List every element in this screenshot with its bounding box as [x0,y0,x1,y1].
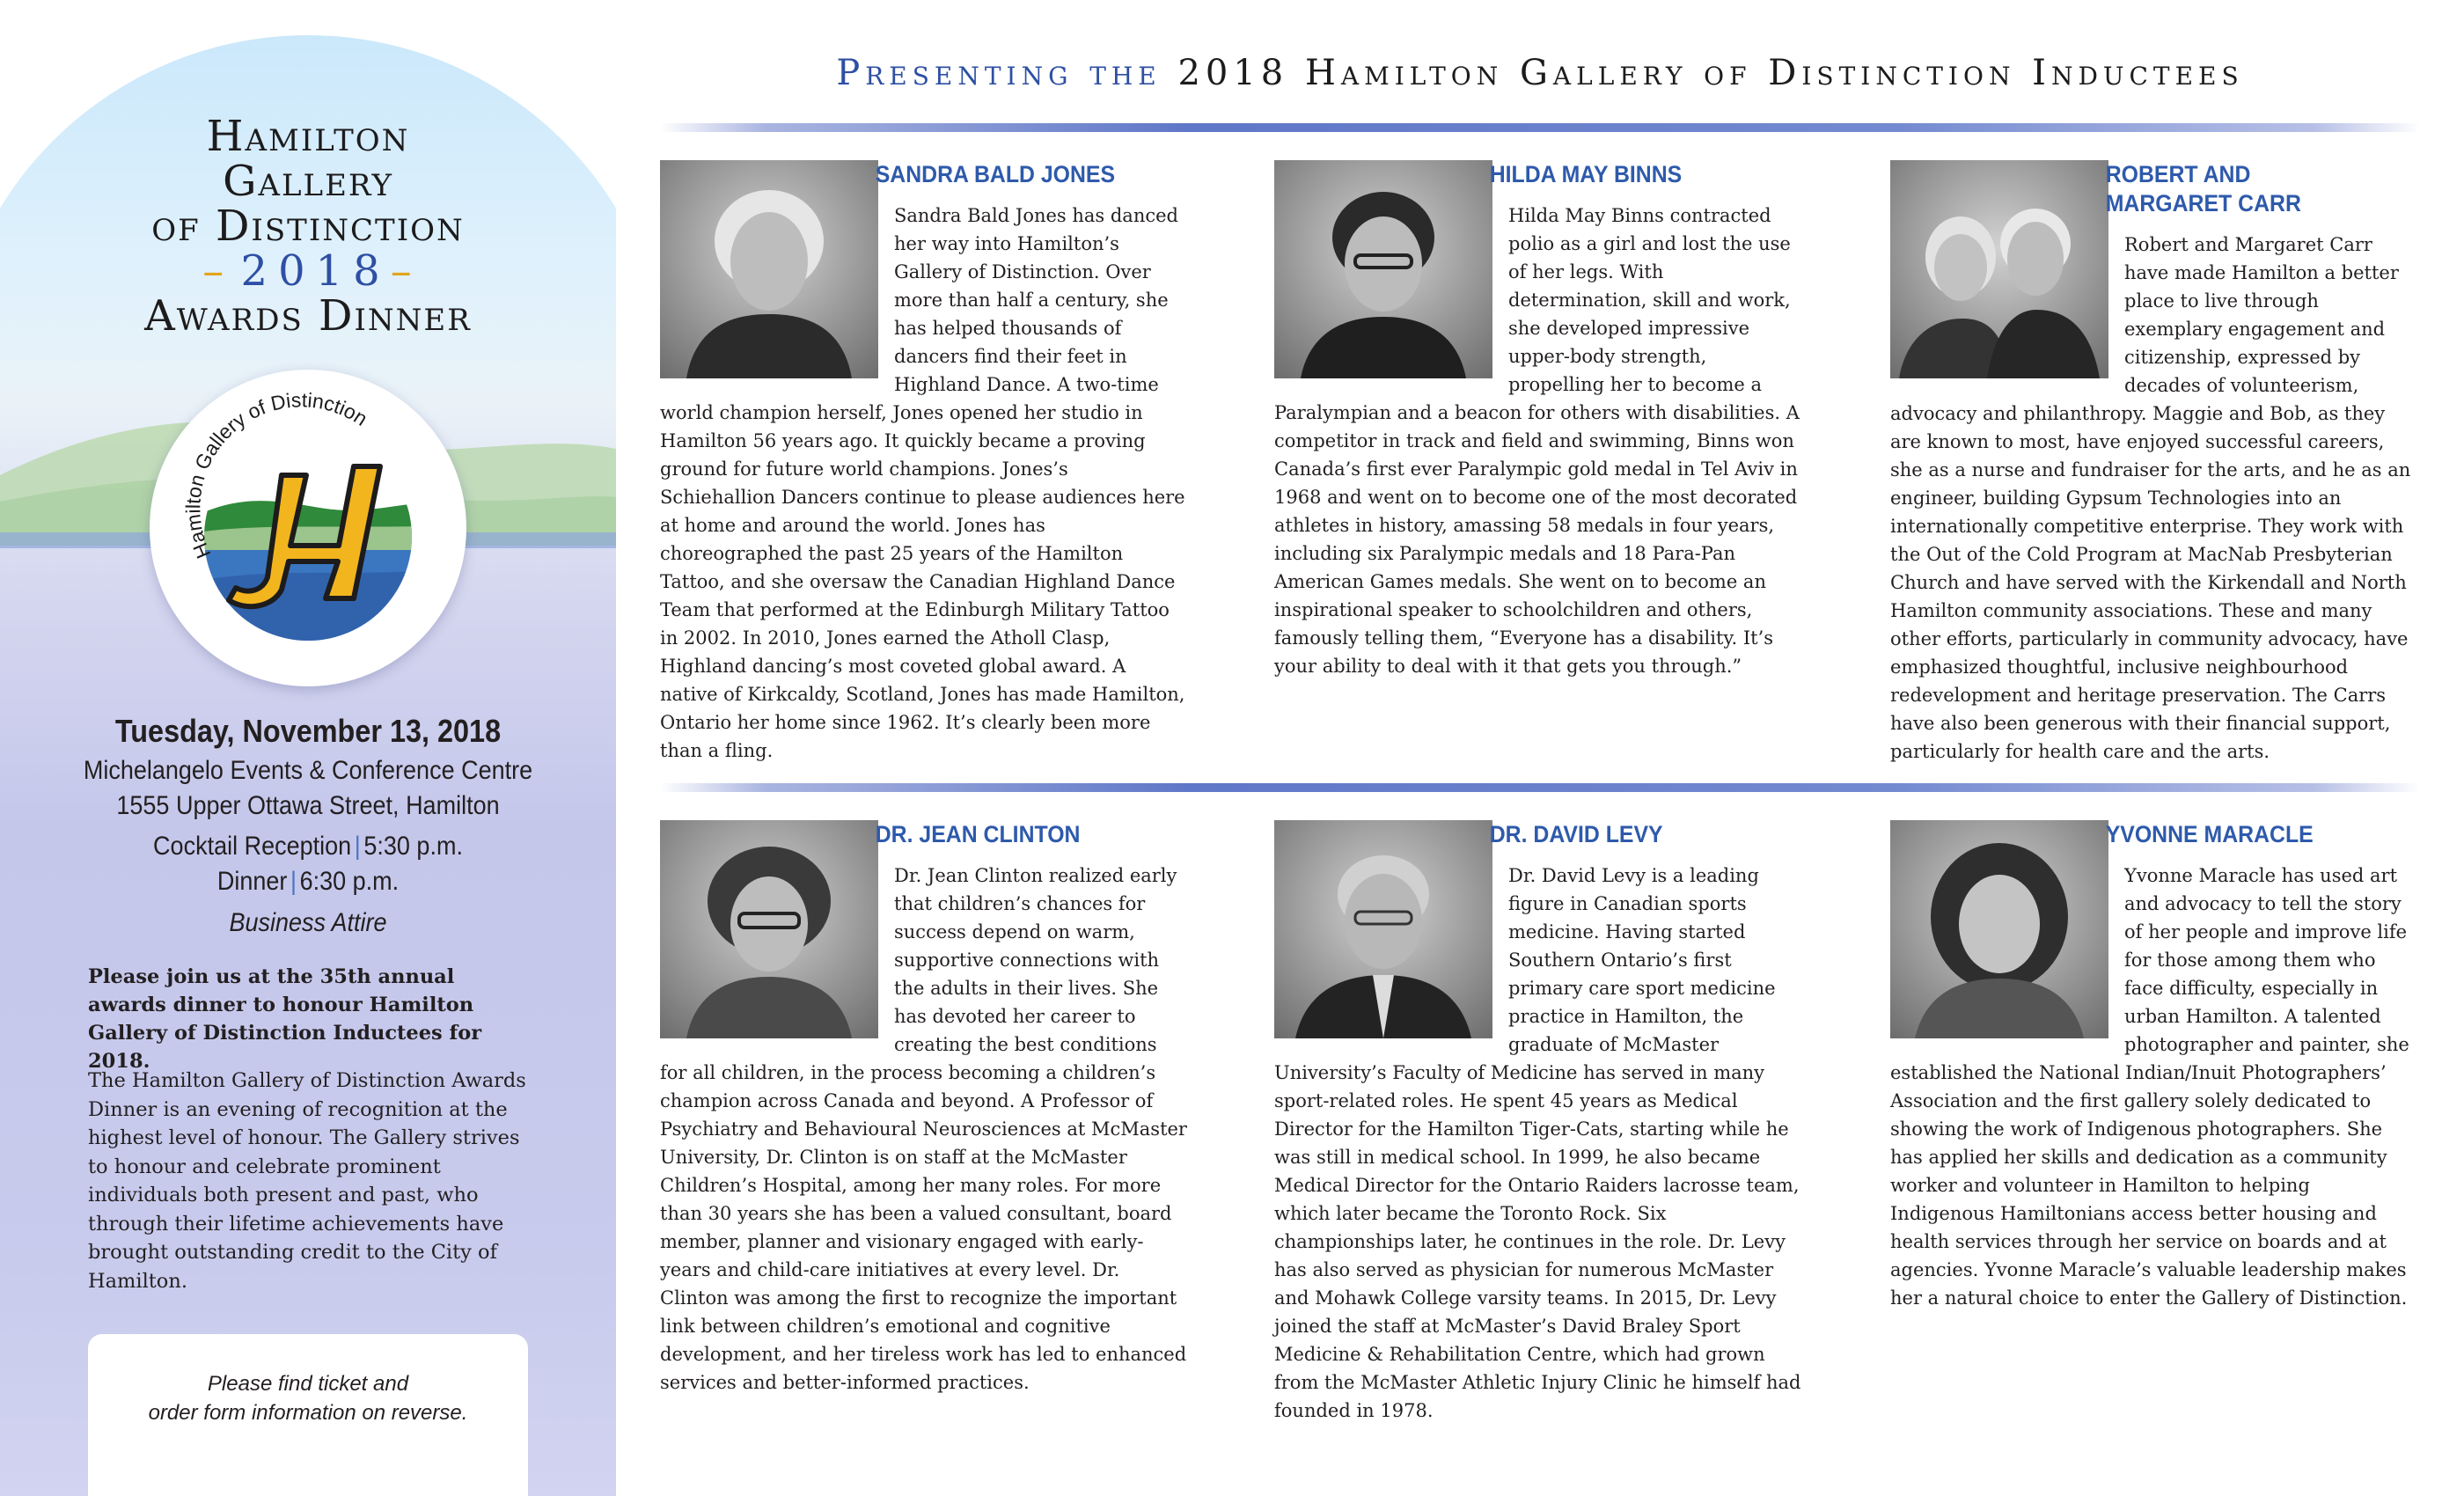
inductee-name: SANDRA BALD JONES [875,161,1116,187]
dinner-time: 6:30 p.m. [299,867,400,896]
event-address: 1555 Upper Ottawa Street, Hamilton [116,791,500,820]
inductee-bio: Hilda May Binns contracted polio as a girl and lost the use of her legs. With determination, skill and work, she developed impressive upper-body strength, propelling her to become a Paralympian and a beacon for others with disabilities. A competitor in track and field and swimming, Binns won Canada’s first ever Paralympic gold medal in Tel Aviv in 1968 and went on to become one of the most decorated athletes in history, amassing 58 medals in four years, including six Paralympic medals and 18 Para-Pan American Games medals. She went on to become an inspirational speaker to schoolchildren and others, famously telling them, “Everyone has a disability. It’s your ability to deal with it that gets you through.” [1274,205,1800,677]
event-sidebar [0,0,616,1496]
inductee-portrait [1274,160,1492,378]
middle-divider-rule [660,783,2420,792]
dinner-time-line [62,864,554,899]
separator-pipe: | [290,867,297,896]
inductee-portrait [1274,820,1492,1038]
inductee-card [660,820,1188,1397]
portrait-silhouette [1274,160,1492,378]
inductee-portrait [660,160,878,378]
inductee-card [1274,820,1802,1425]
invitation-bold-text: Please join us at the 35th annual awards dinner to honour Hamilton Gallery of Distinction Inductees for 2018. [88,965,482,1073]
inductee-bio: Robert and Margaret Carr have made Hamilton a better place to live through exemplary engagement and citizenship, expressed by decades of volunteerism, advocacy and philanthropy. Maggie and Bob, as they are known to most, have enjoyed successful careers, she as a nurse and fundraiser for the arts, and he as an engineer, building Gypsum Technologies into an internationally competitive enterprise. They work with the Out of the Cold Program at MacNab Presbyterian Church and have served with the Kirkendall and North Hamilton community associations. These and many other efforts, particularly in community advocacy, have emphasized thoughtful, inclusive neighbourhood redevelopment and heritage preservation. The Carrs have also been generous with their financial support, particularly for health care and the arts. [1890,234,2411,762]
inductee-card [1890,820,2418,1312]
inductee-name: ROBERT AND MARGARET CARR [2105,161,2301,216]
invitation-body-text: The Hamilton Gallery of Distinction Awards Dinner is an evening of recognition at the highest level of honour. The Gallery strives to honour and celebrate prominent individuals both present and past, who through their lifetime achievements have brought outstanding credit to the City of Hamilton. [88,1069,526,1293]
dash-left: – [202,246,226,296]
event-year: 2018 [240,246,391,296]
inductee-name: DR. DAVID LEVY [1489,821,1663,847]
inductee-bio: Dr. David Levy is a leading figure in Canadian sports medicine. Having started Southern Ontario’s first primary care sport medicine practice in Hamilton, the graduate of McMaster University’s Faculty of Medicine has served in many sport-related roles. He spent 45 years as Medical Director for the Hamilton Tiger-Cats, starting while he was still in medical school. In 1999, he also became Medical Director for the Ontario Raiders lacrosse team, which later became the Toronto Rock. Six championships later, he continues in the role. Dr. Levy has also served as physician for numerous McMaster and Mohawk College varsity teams. In 2015, Dr. Levy joined the staff at McMaster’s David Braley Sport Medicine & Rehabilitation Centre, which had grown from the McMaster Athletic Injury Clinic he himself had founded in 1978. [1274,865,1801,1421]
inductee-card [660,160,1188,765]
portrait-silhouette [660,820,878,1038]
gallery-logo-graphic [150,370,466,686]
ticket-note-line-2: order form information on reverse. [148,1401,468,1425]
event-date: Tuesday, November 13, 2018 [114,713,502,749]
dash-right: – [390,246,414,296]
gallery-logo [150,370,466,686]
top-divider-rule [660,123,2420,132]
reception-time: 5:30 p.m. [363,832,463,861]
heading-main: 2018 Hamilton Gallery of Distinction Inductees [1177,53,2244,93]
inductee-name: DR. JEAN CLINTON [875,821,1081,847]
inductee-bio: Sandra Bald Jones has danced her way into Hamilton’s Gallery of Distinction. Over more than half a century, she has helped thousands of dancers find their feet in Highland Dance. A two-time world champion herself, Jones opened her studio in Hamilton 56 years ago. It quickly became a proving ground for future world champions. Jones’s Schiehallion Dancers continue to please audiences here at home and around the world. Jones has choreographed the past 25 years of the Hamilton Tattoo, and she oversaw the Canadian Highland Dance Team that performed at the Edinburgh Military Tattoo in 2002. In 2010, Jones earned the Atholl Clasp, Highland dancing’s most coveted global award. A native of Kirkcaldy, Scotland, Jones has made Hamilton, Ontario her home since 1962. It’s clearly been more than a fling. [660,205,1185,761]
portrait-silhouette [660,160,878,378]
reception-label: Cocktail Reception [153,832,352,861]
inductee-name: HILDA MAY BINNS [1489,161,1683,187]
separator-pipe: | [354,832,361,861]
ticket-note [88,1369,528,1427]
inductee-card [1890,160,2418,766]
portrait-silhouette [1274,820,1492,1038]
ticket-note-line-1: Please find ticket and [207,1372,409,1396]
ticket-info-box [88,1334,528,1496]
event-title [0,114,616,339]
inductee-portrait [660,820,878,1038]
logo-arc-text: Hamilton Gallery of Distinction [181,388,372,562]
inductee-bio: Dr. Jean Clinton realized early that children’s chances for success depend on warm, supportive connections with the adults in their lives. She has devoted her career to creating the best conditions for all children, in the process becoming a children’s champion across Canada and beyond. A Professor of Psychiatry and Behavioural Neurosciences at McMaster University, Dr. Clinton is on staff at the McMaster Children’s Hospital, among her many roles. For more than 30 years she has been a valued consultant, board member, planner and visionary engaged with early-years and child-care initiatives at every level. Dr. Clinton was among the first to recognize the important link between children’s emotional and cognitive development, and her tireless work has led to enhanced services and better-informed practices. [660,865,1187,1393]
page-heading [616,53,2464,93]
title-line-2: Gallery [223,157,393,206]
inductee-portrait [1890,820,2108,1038]
event-venue: Michelangelo Events & Conference Centre [83,756,533,785]
title-line-1: Hamilton [206,112,410,161]
portrait-silhouette [1890,820,2108,1038]
event-details [35,709,581,947]
dress-code: Business Attire [229,908,387,937]
title-line-3: of Distinction [151,202,465,251]
dinner-label: Dinner [216,867,288,896]
reception-time-line [62,829,554,864]
inductee-name: YVONNE MARACLE [2105,821,2314,847]
inductee-card [1274,160,1802,680]
title-subtitle: Awards Dinner [144,291,472,341]
heading-prefix: Presenting the [836,53,1162,93]
title-year-line [0,246,616,296]
inductee-bio: Yvonne Maracle has used art and advocacy to tell the story of her people and improve life for those among them who face difficulty, especially in urban Hamilton. A talented photographer and painter, she established the National Indian/Inuit Photographers’ Association and the first gallery solely dedicated to showing the work of Indigenous photographers. She has applied her skills and dedication as a community worker and volunteer in Hamilton to helping Indigenous Hamiltonians access better housing and health services through her service on boards and at agencies. Yvonne Maracle’s valuable leadership makes her a natural choice to enter the Gallery of Distinction. [1890,865,2409,1309]
